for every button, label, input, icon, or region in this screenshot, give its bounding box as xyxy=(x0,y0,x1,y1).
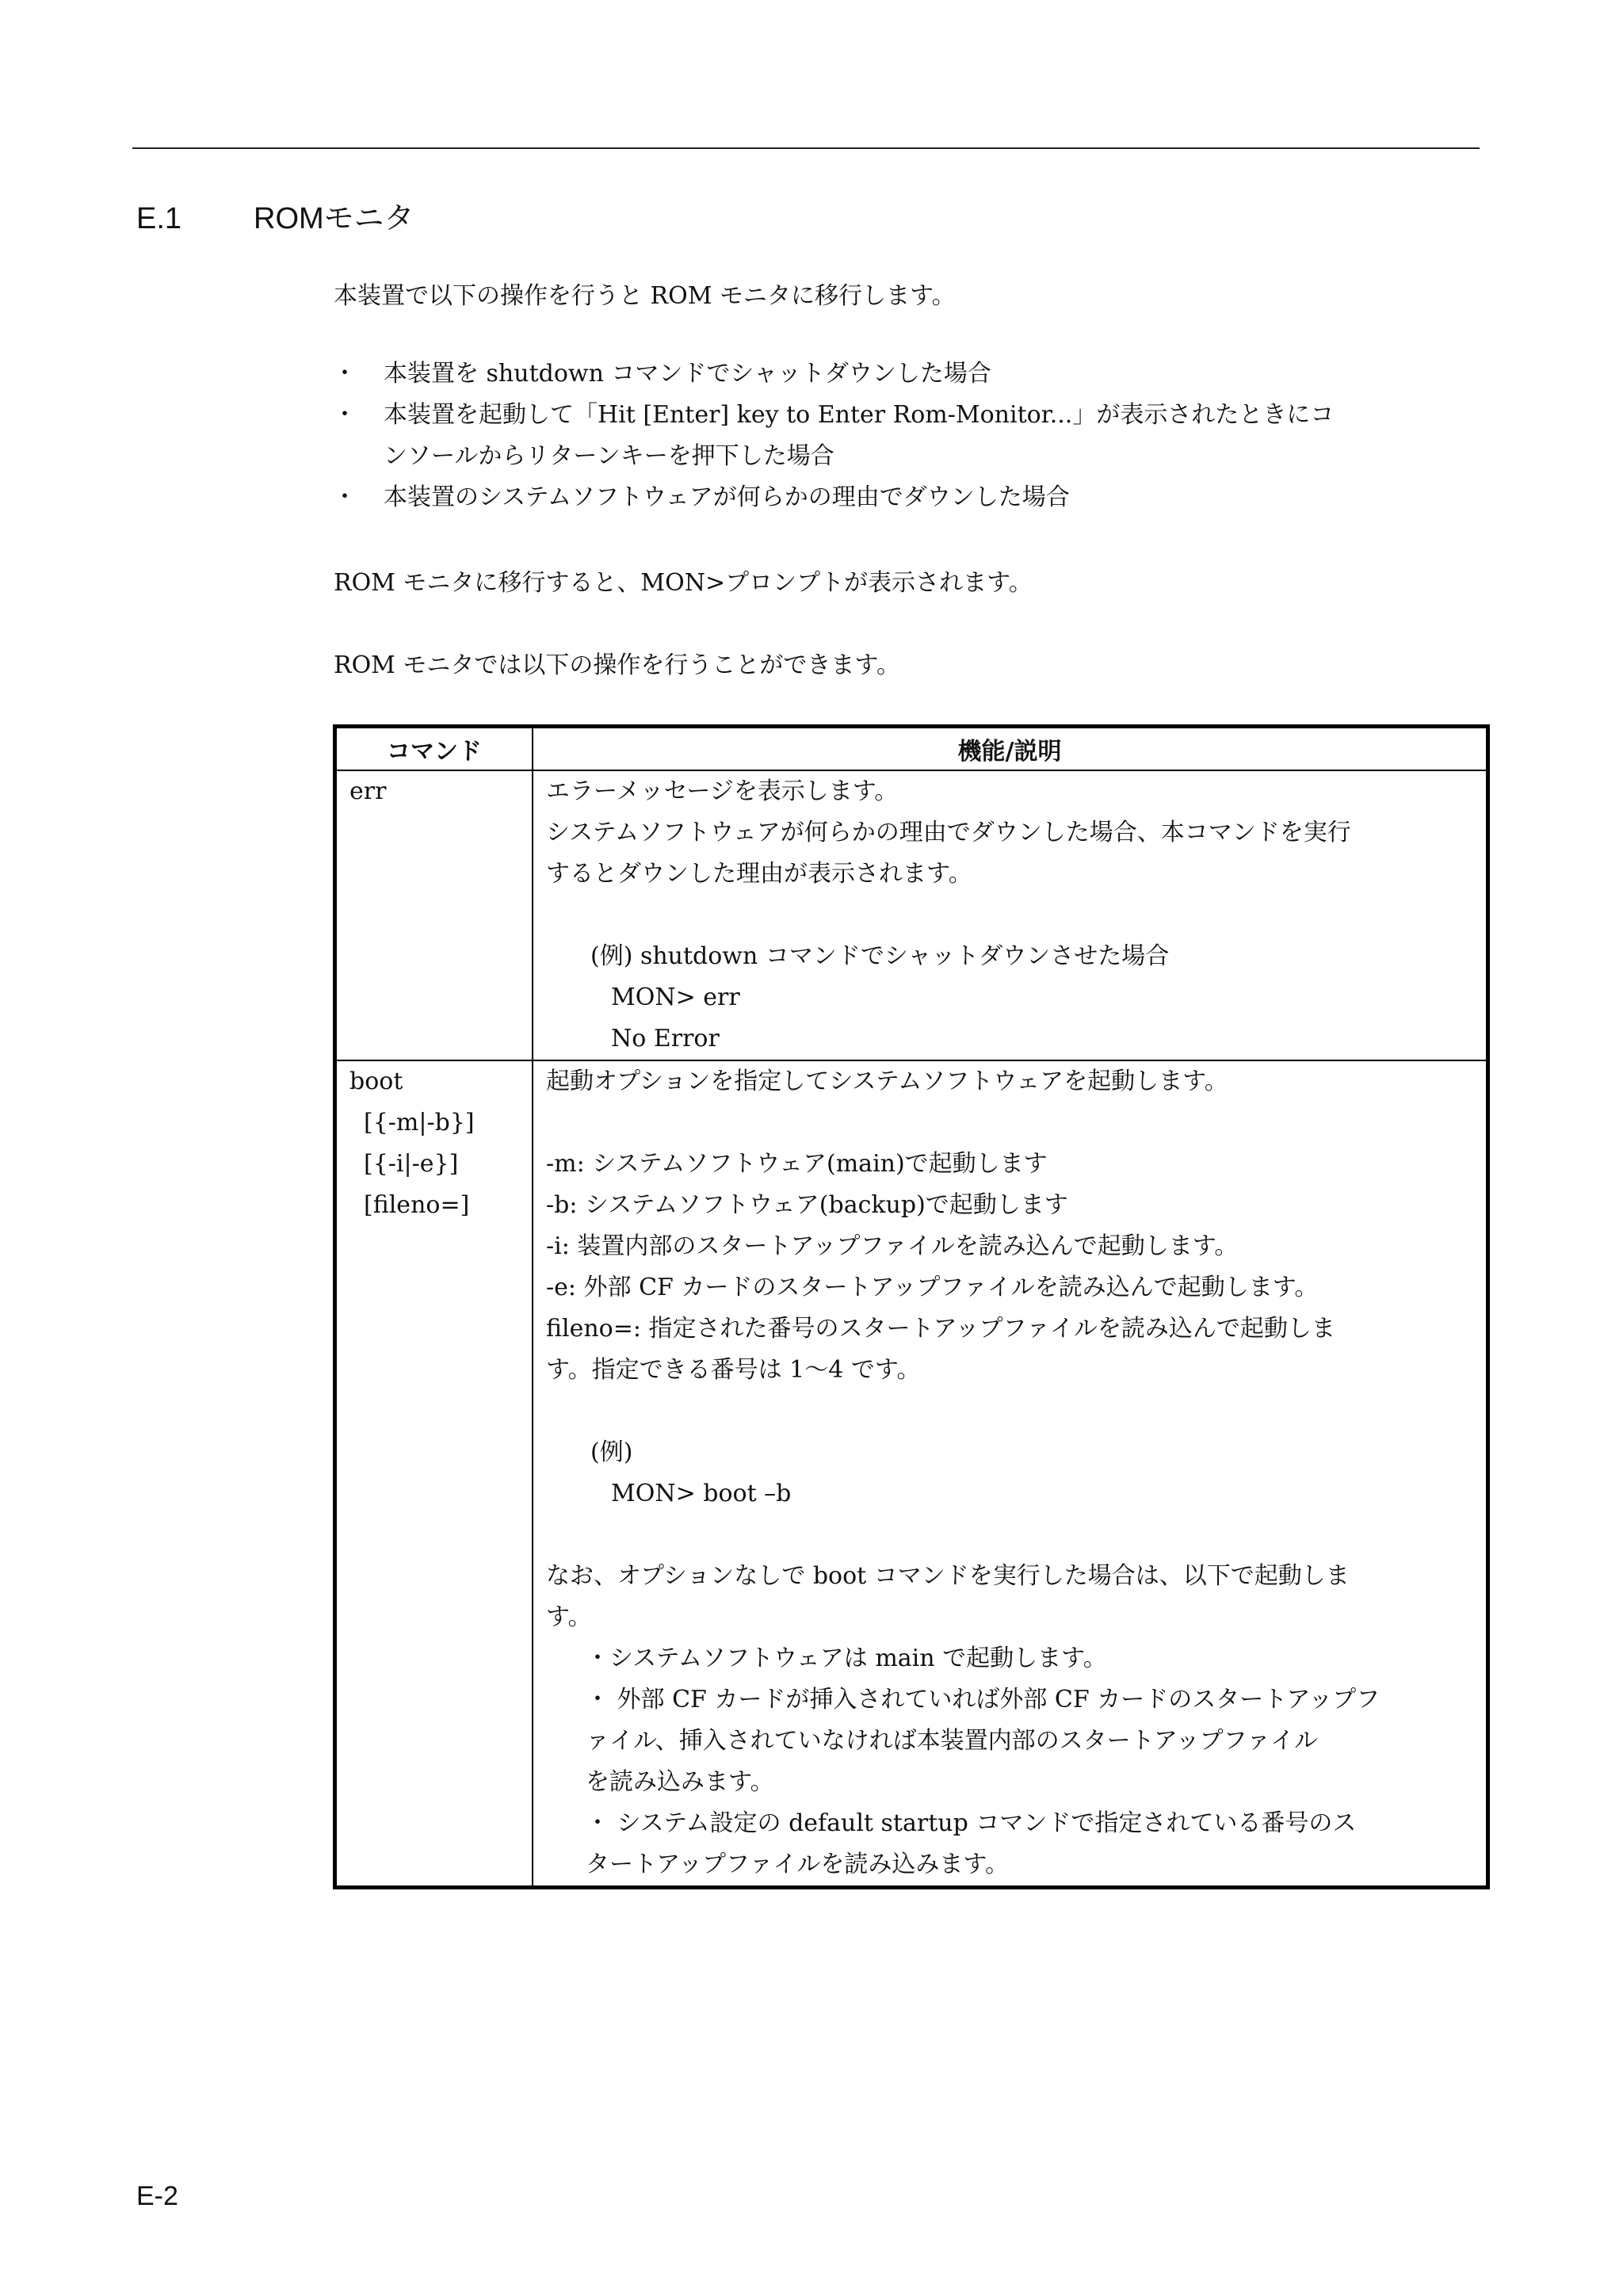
sub-bullet-cont: ァイル、挿入されていなければ本装置内部のスタートアップファイル xyxy=(586,1727,1318,1755)
header-rule xyxy=(132,147,1480,149)
example-label: (例) xyxy=(590,1438,633,1466)
operations-paragraph: ROM モニタでは以下の操作を行うことができます。 xyxy=(334,651,901,679)
blank-line xyxy=(546,1391,1478,1432)
desc-line: す。 xyxy=(546,1603,592,1631)
table-row-err xyxy=(335,770,1488,1060)
section-number: E.1 xyxy=(136,202,182,235)
sub-bullet: ・ 外部 CF カードが挿入されていれば外部 CF カードのスタートアップフ xyxy=(586,1686,1381,1713)
option-line: fileno=: 指定された番号のスタートアップファイルを読み込んで起動しま xyxy=(546,1315,1335,1343)
blank-line xyxy=(546,895,1478,936)
table-row-boot xyxy=(335,1060,1488,1888)
command-name: boot xyxy=(349,1068,403,1095)
bullet-item: ・ 本装置を起動して「Hit [Enter] key to Enter Rom-Monitor...」が表示されたときにコ ンソールからリターンキーを押下した場合 xyxy=(339,395,1334,477)
command-table xyxy=(333,724,1490,1889)
sub-bullet: ・システムソフトウェアは main で起動します。 xyxy=(586,1645,1107,1672)
option-line: す。指定できる番号は 1～4 です。 xyxy=(546,1356,921,1384)
blank-line xyxy=(546,1515,1478,1556)
desc-line: 起動オプションを指定してシステムソフトウェアを起動します。 xyxy=(546,1068,1228,1095)
desc-line: システムソフトウェアが何らかの理由でダウンした場合、本コマンドを実行 xyxy=(546,819,1351,846)
cell-description-boot xyxy=(533,1060,1488,1888)
bullet-list xyxy=(339,353,1334,518)
table-header-row xyxy=(335,727,1488,771)
page-number: E-2 xyxy=(136,2181,178,2211)
desc-line: するとダウンした理由が表示されます。 xyxy=(546,860,972,888)
header-command: コマンド xyxy=(335,727,533,771)
cell-command-boot xyxy=(335,1060,533,1888)
bullet-item: ・ 本装置のシステムソフトウェアが何らかの理由でダウンした場合 xyxy=(339,477,1334,518)
section-title: ROMモニタ xyxy=(254,202,414,235)
prompt-paragraph: ROM モニタに移行すると、MON>プロンプトが表示されます。 xyxy=(334,569,1033,597)
sub-bullet-cont: タートアップファイルを読み込みます。 xyxy=(586,1851,1009,1878)
example-code: MON> err xyxy=(611,984,740,1011)
cell-command-err xyxy=(335,770,533,1060)
example-label: (例) shutdown コマンドでシャットダウンさせた場合 xyxy=(590,942,1170,970)
blank-line xyxy=(546,1102,1478,1144)
desc-line: なお、オプションなしで boot コマンドを実行した場合は、以下で起動しま xyxy=(546,1562,1350,1590)
header-description: 機能/説明 xyxy=(533,727,1488,771)
option-line: -b: システムソフトウェア(backup)で起動します xyxy=(546,1191,1068,1219)
sub-bullet: ・ システム設定の default startup コマンドで指定されている番号のス xyxy=(586,1809,1357,1837)
cell-description-err xyxy=(533,770,1488,1060)
command-option: [fileno=] xyxy=(364,1191,470,1219)
command-name: err xyxy=(349,777,387,805)
example-code: No Error xyxy=(611,1025,720,1052)
section-heading xyxy=(136,193,414,237)
desc-line: エラーメッセージを表示します。 xyxy=(546,777,899,805)
intro-paragraph: 本装置で以下の操作を行うと ROM モニタに移行します。 xyxy=(334,282,956,310)
sub-bullet-cont: を読み込みます。 xyxy=(586,1768,774,1796)
option-line: -i: 装置内部のスタートアップファイルを読み込んで起動します。 xyxy=(546,1232,1239,1260)
command-option: [{-i|-e}] xyxy=(364,1150,459,1178)
command-option: [{-m|-b}] xyxy=(364,1109,475,1137)
bullet-item: ・ 本装置を shutdown コマンドでシャットダウンした場合 xyxy=(339,353,1334,395)
option-line: -e: 外部 CF カードのスタートアップファイルを読み込んで起動します。 xyxy=(546,1274,1319,1301)
option-line: -m: システムソフトウェア(main)で起動します xyxy=(546,1150,1048,1178)
example-code: MON> boot –b xyxy=(611,1480,792,1507)
